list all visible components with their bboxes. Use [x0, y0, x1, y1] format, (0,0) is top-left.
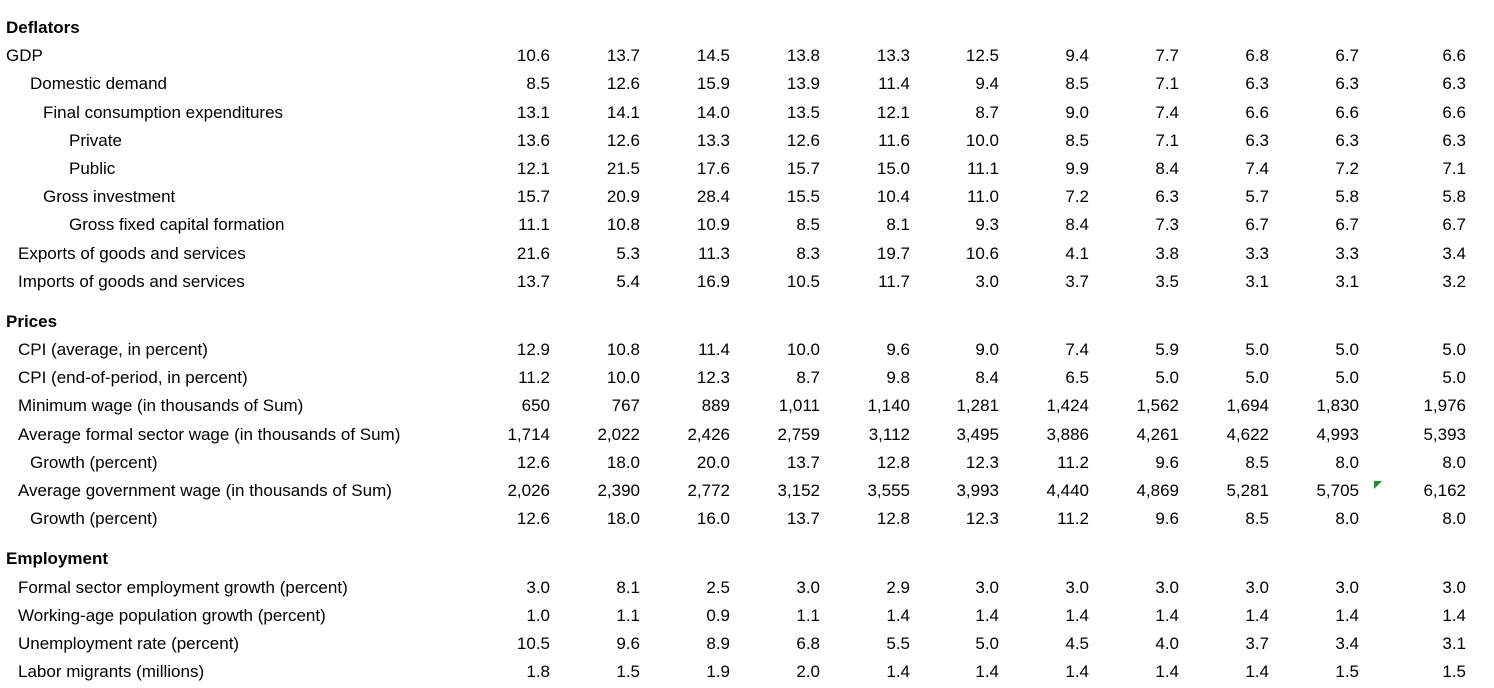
table-cell: 1.9 [706, 662, 730, 682]
table-row [0, 392, 1494, 420]
table-cell: 19.7 [876, 243, 910, 263]
table-cell: 6.5 [1065, 368, 1089, 388]
table-cell: 2,022 [597, 424, 640, 444]
table-cell: 1,694 [1226, 396, 1269, 416]
row-label: Gross fixed capital formation [69, 215, 285, 235]
table-cell: 4,440 [1046, 481, 1089, 500]
table-cell: 5.0 [1335, 340, 1359, 360]
comment-indicator-icon[interactable] [1374, 481, 1382, 489]
table-cell: 9.3 [975, 215, 999, 235]
row-label: Average formal sector wage (in thousands of Sum) [18, 424, 401, 444]
table-cell: 1.4 [1245, 605, 1269, 625]
row-label: Imports of goods and services [18, 271, 245, 291]
table-cell: 5.0 [1335, 368, 1359, 388]
table-cell: 2.0 [796, 662, 820, 682]
table-cell: 1.4 [1442, 605, 1466, 625]
table-row [0, 449, 1494, 477]
table-cell: 5,281 [1226, 481, 1269, 500]
table-cell: 3.0 [1442, 577, 1466, 597]
table-cell: 8.4 [1065, 215, 1089, 235]
table-cell: 8.5 [1245, 509, 1269, 529]
table-cell: 12.6 [786, 130, 820, 150]
table-cell: 12.6 [516, 452, 550, 472]
table-cell: 1.4 [975, 605, 999, 625]
table-row [0, 505, 1494, 533]
table-cell: 1.5 [1335, 662, 1359, 682]
table-cell: 7.2 [1065, 187, 1089, 207]
table-cell: 11.2 [1057, 509, 1089, 529]
table-cell: 10.8 [606, 340, 640, 360]
section-header [0, 14, 1494, 42]
table-cell: 6.6 [1335, 102, 1359, 122]
table-cell: 3,993 [956, 481, 999, 500]
table-cell: 12.1 [876, 102, 910, 122]
table-cell: 1,830 [1316, 396, 1359, 416]
table-cell: 6.3 [1442, 74, 1466, 94]
table-cell: 0.9 [706, 605, 730, 625]
table-cell: 1,011 [778, 396, 820, 416]
table-cell: 6.3 [1335, 74, 1359, 94]
table-cell: 6.6 [1245, 102, 1269, 122]
table-cell: 3.0 [975, 577, 999, 597]
table-cell: 5.3 [616, 243, 640, 263]
table-cell: 12.1 [516, 158, 550, 178]
table-cell: 6.3 [1245, 74, 1269, 94]
table-cell: 8.0 [1442, 452, 1466, 472]
table-cell: 1,281 [956, 396, 999, 416]
table-cell: 3.1 [1442, 633, 1466, 653]
table-cell: 9.4 [975, 74, 999, 94]
table-cell: 9.6 [616, 633, 640, 653]
table-cell: 13.1 [516, 102, 550, 122]
table-cell: 4,993 [1316, 424, 1359, 444]
table-cell: 3.5 [1155, 271, 1179, 291]
table-cell: 10.8 [606, 215, 640, 235]
table-cell: 10.5 [786, 271, 820, 291]
table-cell: 3.1 [1335, 271, 1359, 291]
table-cell: 1,714 [507, 424, 550, 444]
table-cell: 7.4 [1155, 102, 1179, 122]
section-spacer [0, 533, 1494, 545]
table-cell: 8.3 [796, 243, 820, 263]
table-cell: 1,424 [1046, 396, 1089, 416]
table-cell: 5.0 [1442, 368, 1466, 388]
table-cell: 7.4 [1065, 340, 1089, 360]
table-cell: 1,976 [1423, 396, 1466, 416]
table-cell: 10.9 [696, 215, 730, 235]
table-cell: 1.1 [796, 605, 820, 625]
section-header [0, 545, 1494, 573]
table-cell: 9.4 [1065, 46, 1089, 66]
table-cell: 3,886 [1046, 424, 1089, 444]
table-cell: 7.1 [1155, 130, 1179, 150]
table-cell: 5.5 [886, 633, 910, 653]
table-cell: 5.0 [975, 633, 999, 653]
table-cell: 3.0 [1065, 577, 1089, 597]
table-cell: 5.0 [1442, 340, 1466, 360]
table-cell: 3.0 [796, 577, 820, 597]
table-cell: 9.9 [1065, 158, 1089, 178]
table-cell: 20.0 [696, 452, 730, 472]
table-cell: 12.8 [876, 509, 910, 529]
table-cell: 4.0 [1155, 633, 1179, 653]
table-cell: 13.6 [516, 130, 550, 150]
table-cell: 8.4 [1155, 158, 1179, 178]
table-cell: 12.8 [876, 452, 910, 472]
table-cell: 15.5 [786, 187, 820, 207]
table-cell: 11.2 [518, 368, 550, 388]
row-label: Minimum wage (in thousands of Sum) [18, 396, 304, 416]
table-cell: 7.4 [1245, 158, 1269, 178]
table-cell: 10.6 [516, 46, 550, 66]
table-cell: 3.4 [1442, 243, 1466, 263]
section-header [0, 308, 1494, 336]
table-cell: 8.7 [796, 368, 820, 388]
table-cell: 3.0 [975, 271, 999, 291]
table-cell: 18.0 [606, 509, 640, 529]
table-cell: 3.2 [1442, 271, 1466, 291]
table-cell: 16.0 [696, 509, 730, 529]
table-cell: 6.7 [1245, 215, 1269, 235]
table-cell: 1.4 [886, 605, 910, 625]
table-cell: 21.5 [606, 158, 640, 178]
table-cell: 1.4 [1155, 605, 1179, 625]
table-cell: 12.5 [965, 46, 999, 66]
table-cell: 1.4 [1335, 605, 1359, 625]
table-cell: 8.0 [1335, 452, 1359, 472]
table-cell: 6.6 [1442, 46, 1466, 66]
table-cell: 6.8 [796, 633, 820, 653]
table-cell: 8.5 [526, 74, 550, 94]
table-cell: 3.7 [1245, 633, 1269, 653]
table-cell: 3.4 [1335, 633, 1359, 653]
table-cell: 8.5 [796, 215, 820, 235]
table-cell: 9.0 [975, 340, 999, 360]
row-label: Exports of goods and services [18, 243, 246, 263]
table-cell: 28.4 [696, 187, 730, 207]
table-cell: 5.4 [616, 271, 640, 291]
table-cell: 12.3 [696, 368, 730, 388]
row-label: CPI (average, in percent) [18, 340, 208, 360]
table-cell: 13.5 [786, 102, 820, 122]
row-label: Growth (percent) [30, 509, 158, 529]
table-cell: 4,869 [1136, 481, 1179, 500]
table-cell: 4,622 [1226, 424, 1269, 444]
table-cell: 9.6 [886, 340, 910, 360]
row-label: Final consumption expenditures [43, 102, 284, 122]
table-cell: 3.0 [1245, 577, 1269, 597]
table-cell: 15.9 [696, 74, 730, 94]
table-cell: 10.0 [606, 368, 640, 388]
table-cell: 13.3 [696, 130, 730, 150]
table-cell: 11.1 [967, 158, 999, 178]
table-cell: 14.5 [696, 46, 730, 66]
table-cell: 7.7 [1155, 46, 1179, 66]
table-cell: 4.5 [1065, 633, 1089, 653]
table-cell: 9.6 [1155, 452, 1179, 472]
table-cell: 8.0 [1335, 509, 1359, 529]
table-cell: 12.3 [965, 452, 999, 472]
table-cell: 8.1 [886, 215, 910, 235]
table-cell: 5.8 [1442, 187, 1466, 207]
table-cell: 1.1 [616, 605, 640, 625]
table-cell: 2,426 [687, 424, 730, 444]
table-cell: 9.0 [1065, 102, 1089, 122]
table-row [0, 574, 1494, 602]
table-cell: 15.7 [786, 158, 820, 178]
table-cell: 6,162 [1423, 481, 1466, 500]
table-cell: 9.6 [1155, 509, 1179, 529]
row-label: Working-age population growth (percent) [18, 605, 326, 625]
table-row [0, 268, 1494, 296]
table-cell: 767 [611, 396, 640, 416]
table-cell: 3,555 [867, 481, 910, 500]
table-row [0, 127, 1494, 155]
table-cell: 2,026 [507, 481, 550, 500]
table-cell: 11.2 [1057, 452, 1089, 472]
table-row [0, 99, 1494, 127]
table-cell: 1.8 [526, 662, 550, 682]
table-cell: 14.1 [606, 102, 640, 122]
table-cell: 1.4 [1065, 662, 1089, 682]
table-cell: 5.9 [1155, 340, 1179, 360]
table-row [0, 240, 1494, 268]
table-cell: 21.6 [516, 243, 550, 263]
table-cell: 7.1 [1442, 158, 1466, 178]
table-cell: 3.8 [1155, 243, 1179, 263]
table-cell: 12.3 [965, 509, 999, 529]
table-cell: 11.6 [878, 130, 910, 150]
row-label: Growth (percent) [30, 452, 158, 472]
table-row [0, 421, 1494, 449]
table-cell: 3.1 [1245, 271, 1269, 291]
table-cell: 13.7 [786, 509, 820, 529]
table-cell: 11.4 [698, 340, 730, 360]
table-cell: 3.0 [1335, 577, 1359, 597]
section-title: Deflators [6, 18, 80, 37]
table-cell: 2.9 [886, 577, 910, 597]
table-cell: 8.9 [706, 633, 730, 653]
table-cell: 5.7 [1245, 187, 1269, 207]
row-label: Formal sector employment growth (percent) [18, 577, 348, 597]
table-cell: 1.5 [616, 662, 640, 682]
table-cell: 2,390 [597, 481, 640, 500]
table-row [0, 70, 1494, 98]
table-row [0, 658, 1494, 686]
table-cell: 11.3 [698, 243, 730, 263]
table-cell: 3.3 [1335, 243, 1359, 263]
table-cell: 13.9 [786, 74, 820, 94]
table-cell: 12.6 [516, 509, 550, 529]
table-cell: 3,112 [868, 424, 910, 444]
table-cell: 11.0 [967, 187, 999, 207]
table-cell: 1.4 [886, 662, 910, 682]
table-row [0, 630, 1494, 658]
table-cell: 18.0 [606, 452, 640, 472]
table-cell: 5.0 [1155, 368, 1179, 388]
table-cell: 6.8 [1245, 46, 1269, 66]
table-cell: 16.9 [696, 271, 730, 291]
table-cell: 8.1 [616, 577, 640, 597]
table-cell: 7.3 [1155, 215, 1179, 235]
table-cell: 12.6 [606, 130, 640, 150]
row-label: Public [69, 158, 116, 178]
table-cell: 10.5 [516, 633, 550, 653]
section-title: Employment [6, 549, 109, 569]
table-cell: 6.7 [1335, 215, 1359, 235]
table-cell: 9.8 [886, 368, 910, 388]
row-label: Labor migrants (millions) [18, 662, 205, 682]
table-cell: 10.0 [786, 340, 820, 360]
table-cell: 13.3 [876, 46, 910, 66]
table-cell: 4,261 [1136, 424, 1179, 444]
table-cell: 1.4 [1245, 662, 1269, 682]
table-cell: 8.5 [1245, 452, 1269, 472]
table-cell: 2,759 [777, 424, 820, 444]
section-title: Prices [6, 311, 58, 331]
row-label: Private [69, 130, 122, 150]
table-cell: 10.6 [965, 243, 999, 263]
table-cell: 2,772 [687, 481, 730, 500]
table-row [0, 364, 1494, 392]
table-cell: 5.0 [1245, 340, 1269, 360]
table-cell: 1.4 [1065, 605, 1089, 625]
table-cell: 4.1 [1065, 243, 1089, 263]
table-cell: 12.6 [606, 74, 640, 94]
table-cell: 11.1 [518, 215, 550, 235]
table-cell: 15.0 [876, 158, 910, 178]
table-cell: 3.3 [1245, 243, 1269, 263]
table-cell: 1.0 [526, 605, 550, 625]
table-row [0, 477, 1494, 505]
table-cell: 3.0 [1155, 577, 1179, 597]
table-cell: 3.7 [1065, 271, 1089, 291]
table-cell: 6.3 [1155, 187, 1179, 207]
table-cell: 6.3 [1442, 130, 1466, 150]
table-row [0, 211, 1494, 239]
table-cell: 6.6 [1442, 102, 1466, 122]
table-cell: 13.7 [516, 271, 550, 291]
table-cell: 6.7 [1442, 215, 1466, 235]
row-label: GDP [6, 46, 43, 66]
row-label: Average government wage (in thousands of Sum) [18, 481, 392, 500]
table-cell: 11.7 [878, 271, 910, 291]
table-cell: 3,495 [956, 424, 999, 444]
table-cell: 5,393 [1423, 424, 1466, 444]
table-row [0, 602, 1494, 630]
table-cell: 6.3 [1245, 130, 1269, 150]
table-cell: 15.7 [516, 187, 550, 207]
table-cell: 5,705 [1316, 481, 1359, 500]
table-cell: 5.0 [1245, 368, 1269, 388]
table-cell: 13.7 [606, 46, 640, 66]
table-row [0, 183, 1494, 211]
table-cell: 13.7 [786, 452, 820, 472]
table-cell: 1.5 [1442, 662, 1466, 682]
table-cell: 14.0 [696, 102, 730, 122]
table-cell: 11.4 [878, 74, 910, 94]
table-row [0, 42, 1494, 70]
table-cell: 1,562 [1136, 396, 1179, 416]
table-cell: 8.4 [975, 368, 999, 388]
table-cell: 8.7 [975, 102, 999, 122]
table-cell: 3.0 [526, 577, 550, 597]
table-cell: 1.4 [975, 662, 999, 682]
table-cell: 7.2 [1335, 158, 1359, 178]
row-label: Unemployment rate (percent) [18, 633, 240, 653]
table-cell: 13.8 [786, 46, 820, 66]
table-cell: 2.5 [706, 577, 730, 597]
table-cell: 8.0 [1442, 509, 1466, 529]
table-cell: 650 [521, 396, 550, 416]
table-cell: 5.8 [1335, 187, 1359, 207]
data-table [0, 14, 1494, 686]
row-label: Gross investment [43, 187, 176, 207]
table-cell: 20.9 [606, 187, 640, 207]
table-cell: 6.7 [1335, 46, 1359, 66]
table-cell: 3,152 [777, 481, 820, 500]
table-cell: 12.9 [516, 340, 550, 360]
table-row [0, 155, 1494, 183]
table-row [0, 336, 1494, 364]
table-cell: 6.3 [1335, 130, 1359, 150]
table-cell: 8.5 [1065, 130, 1089, 150]
row-label: CPI (end-of-period, in percent) [18, 368, 248, 388]
table-cell: 8.5 [1065, 74, 1089, 94]
table-cell: 10.4 [876, 187, 910, 207]
table-cell: 7.1 [1155, 74, 1179, 94]
section-spacer [0, 296, 1494, 308]
table-cell: 10.0 [965, 130, 999, 150]
row-label: Domestic demand [30, 74, 168, 94]
table-cell: 1,140 [867, 396, 910, 416]
table-cell: 889 [701, 396, 730, 416]
table-cell: 1.4 [1155, 662, 1179, 682]
table-cell: 17.6 [696, 158, 730, 178]
